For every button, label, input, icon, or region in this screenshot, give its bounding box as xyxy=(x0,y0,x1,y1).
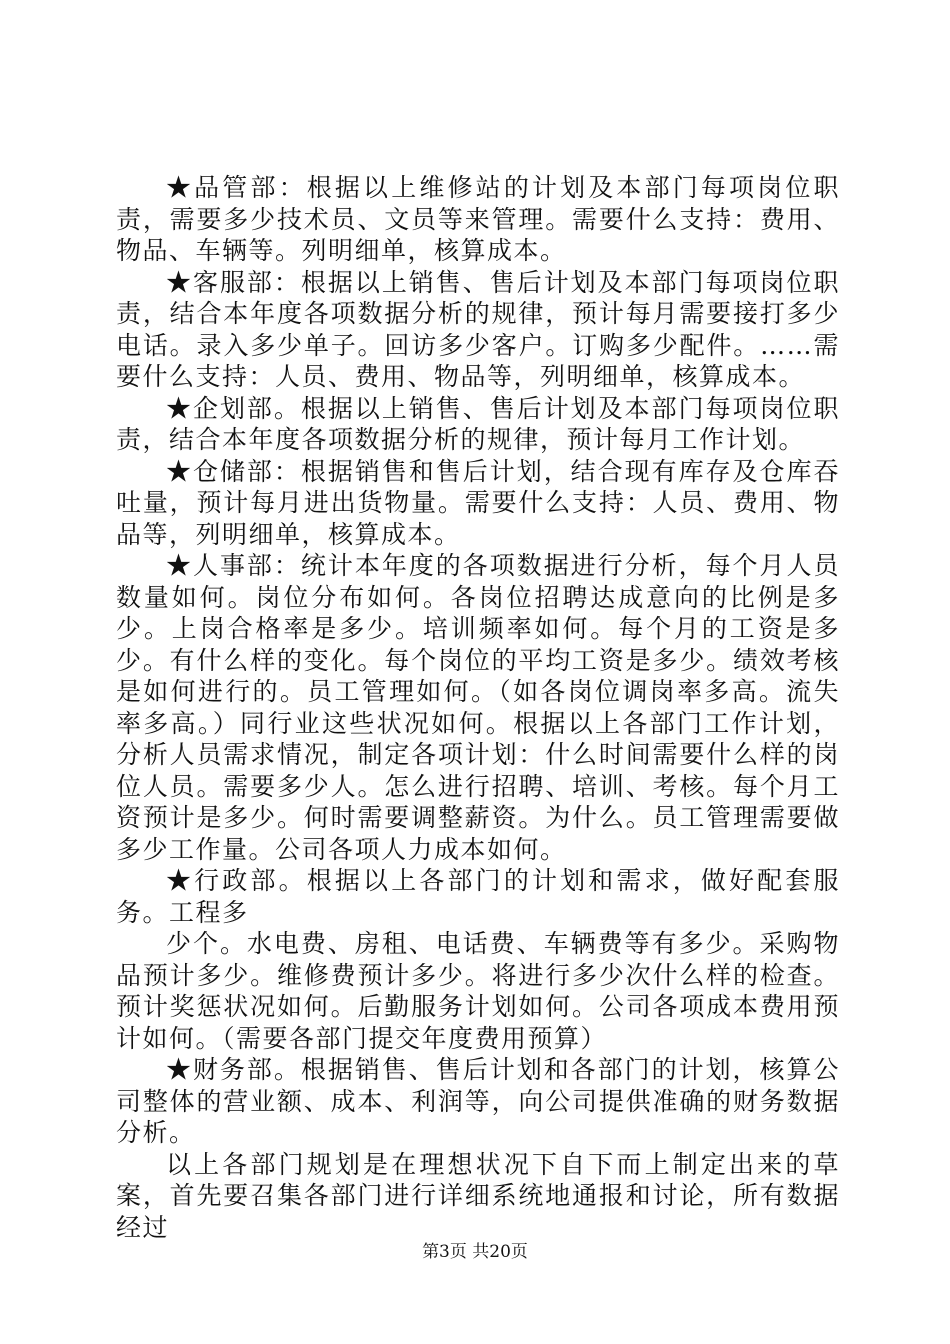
paragraph-customer-service-dept: ★客服部：根据以上销售、售后计划及本部门每项岗位职责，结合本年度各项数据分析的规律，预计每月需要接打多少电话。录入多少单子。回访多少客户。订购多少配件。……需要什么支持：人员、费用、物品等，列明细单，核算成本。 xyxy=(116,267,840,391)
paragraph-admin-dept-continued: 少个。水电费、房租、电话费、车辆费等有多少。采购物品预计多少。维修费预计多少。将进行多少次什么样的检查。预计奖惩状况如何。后勤服务计划如何。公司各项成本费用预计如何。（需要各部门提交年度费用预算） xyxy=(116,929,840,1053)
paragraph-quality-dept: ★品管部：根据以上维修站的计划及本部门每项岗位职责，需要多少技术员、文员等来管理。需要什么支持：费用、物品、车辆等。列明细单，核算成本。 xyxy=(116,173,840,265)
paragraph-finance-dept: ★财务部。根据销售、售后计划和各部门的计划，核算公司整体的营业额、成本、利润等，向公司提供准确的财务数据分析。 xyxy=(116,1055,840,1147)
paragraph-summary: 以上各部门规划是在理想状况下自下而上制定出来的草案，首先要召集各部门进行详细系统地通报和讨论，所有数据经过 xyxy=(116,1149,840,1242)
page-number-footer: 第3页 共20页 xyxy=(422,1242,528,1262)
paragraph-planning-dept: ★企划部。根据以上销售、售后计划及本部门每项岗位职责，结合本年度各项数据分析的规律，预计每月工作计划。 xyxy=(116,393,840,454)
paragraph-hr-dept: ★人事部：统计本年度的各项数据进行分析，每个月人员数量如何。岗位分布如何。各岗位招聘达成意向的比例是多少。上岗合格率是多少。培训频率如何。每个月的工资是多少。有什么样的变化。每个岗位的平均工资是多少。绩效考核是如何进行的。员工管理如何。（如各岗位调岗率多高。流失率多高。）同行业这些状况如何。根据以上各部门工作计划，分析人员需求情况，制定各项计划：什么时间需要什么样的岗位人员。需要多少人。怎么进行招聘、培训、考核。每个月工资预计是多少。何时需要调整薪资。为什么。员工管理需要做多少工作量。公司各项人力成本如何。 xyxy=(116,551,840,864)
paragraph-warehouse-dept: ★仓储部：根据销售和售后计划，结合现有库存及仓库吞吐量，预计每月进出货物量。需要什么支持：人员、费用、物品等，列明细单，核算成本。 xyxy=(116,456,840,549)
paragraph-admin-dept: ★行政部。根据以上各部门的计划和需求，做好配套服务。工程多 xyxy=(116,866,840,927)
document-body xyxy=(116,172,840,1243)
